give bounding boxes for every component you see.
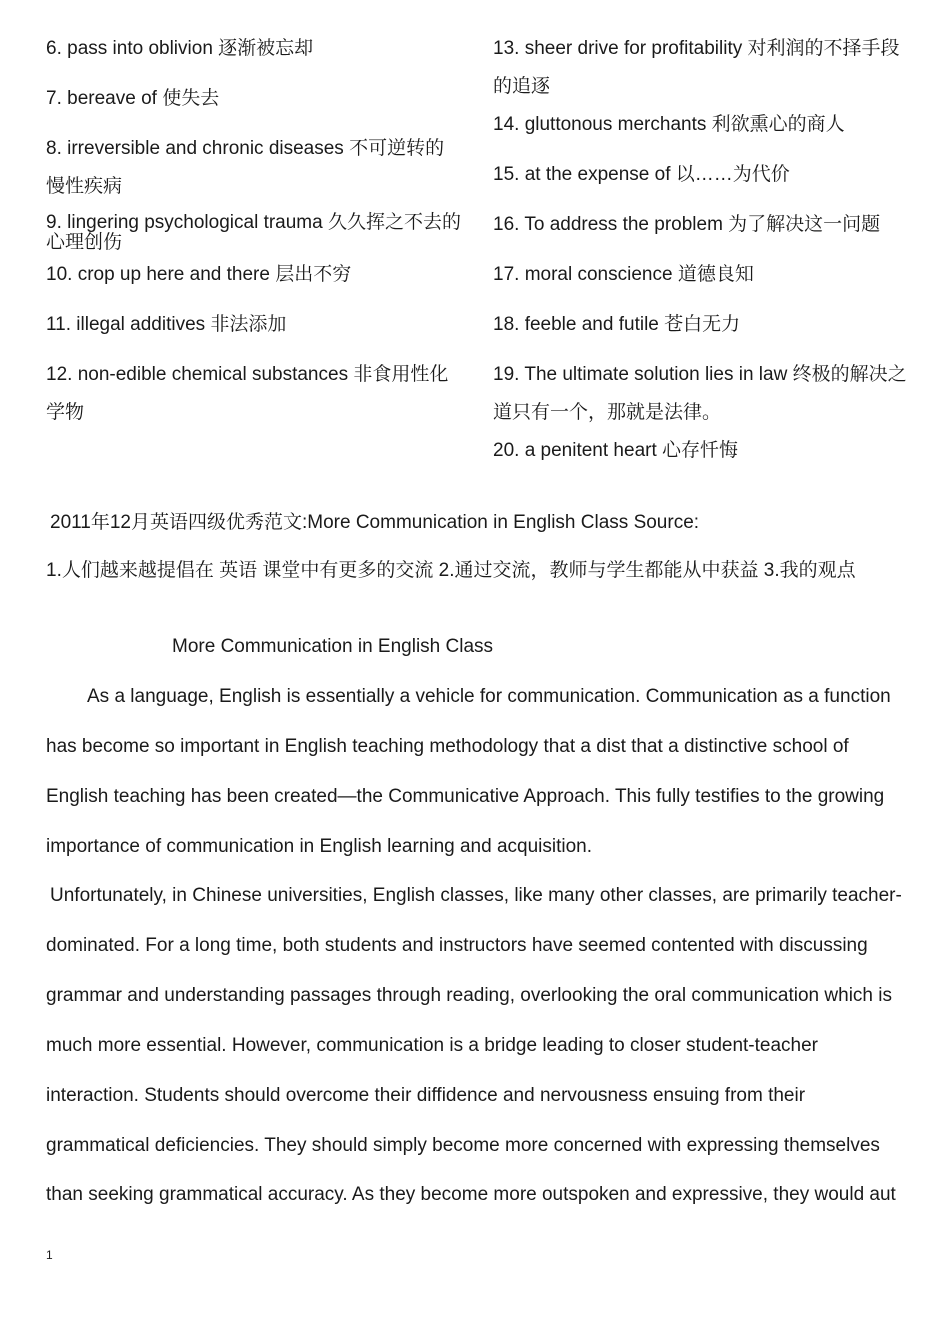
vocab-item: 20. a penitent heart 心存忏悔 — [493, 440, 739, 461]
vocab-item: 9. lingering psychological trauma 久久挥之不去的 — [46, 212, 461, 233]
vocab-item: 6. pass into oblivion 逐渐被忘却 — [46, 38, 314, 59]
essay-line: English teaching has been created—the Communicative Approach. This fully testifies to the growing — [46, 786, 885, 807]
vocab-list-left — [46, 30, 461, 432]
vocab-item: 14. gluttonous merchants 利欲熏心的商人 — [493, 114, 845, 135]
vocab-item-continued: 心理创伤 — [46, 232, 123, 253]
vocab-item: 10. crop up here and there 层出不穷 — [46, 264, 352, 285]
essay-line: Unfortunately, in Chinese universities, English classes, like many other classes, are primarily teacher- — [50, 885, 902, 906]
vocab-item: 16. To address the problem 为了解决这一问题 — [493, 214, 881, 235]
essay-line: As a language, English is essentially a vehicle for communication. Communication as a function — [87, 686, 891, 707]
vocab-item: 7. bereave of 使失去 — [46, 88, 220, 109]
essay-line: dominated. For a long time, both students and instructors have seemed contented with discussing — [46, 935, 868, 956]
vocab-item: 15. at the expense of 以……为代价 — [493, 164, 790, 185]
vocab-item: 8. irreversible and chronic diseases 不可逆转的慢性疾病 — [46, 138, 445, 197]
vocab-item: 13. sheer drive for profitability 对利润的不择手段的追逐 — [493, 38, 900, 97]
essay-line: grammar and understanding passages through reading, overlooking the oral communication which is — [46, 985, 892, 1006]
essay-outline: 1.人们越来越提倡在 英语 课堂中有更多的交流 2.通过交流，教师与学生都能从中获益 3.我的观点 — [46, 560, 856, 581]
vocab-item: 12. non-edible chemical substances 非食用性化学物 — [46, 364, 449, 423]
vocab-item: 17. moral conscience 道德良知 — [493, 264, 754, 285]
essay-line: much more essential. However, communication is a bridge leading to closer student-teacher — [46, 1035, 818, 1056]
essay-line: has become so important in English teaching methodology that a dist that a distinctive school of — [46, 736, 849, 757]
vocab-item: 19. The ultimate solution lies in law 终极的解决之道只有一个，那就是法律。 — [493, 364, 907, 423]
essay-line: interaction. Students should overcome their diffidence and nervousness ensuing from their — [46, 1085, 806, 1106]
vocab-item: 18. feeble and futile 苍白无力 — [493, 314, 741, 335]
essay-title: More Communication in English Class — [172, 636, 494, 657]
essay-heading: 2011年12月英语四级优秀范文:More Communication in English Class Source: — [50, 512, 700, 533]
essay-line: grammatical deficiencies. They should simply become more concerned with expressing themselves — [46, 1135, 880, 1156]
essay-line: importance of communication in English learning and acquisition. — [46, 836, 593, 857]
vocab-item: 11. illegal additives 非法添加 — [46, 314, 287, 335]
vocab-list-right — [493, 30, 908, 470]
essay-line: than seeking grammatical accuracy. As they become more outspoken and expressive, they would aut — [46, 1184, 896, 1205]
page-number: 1 — [46, 1248, 53, 1262]
